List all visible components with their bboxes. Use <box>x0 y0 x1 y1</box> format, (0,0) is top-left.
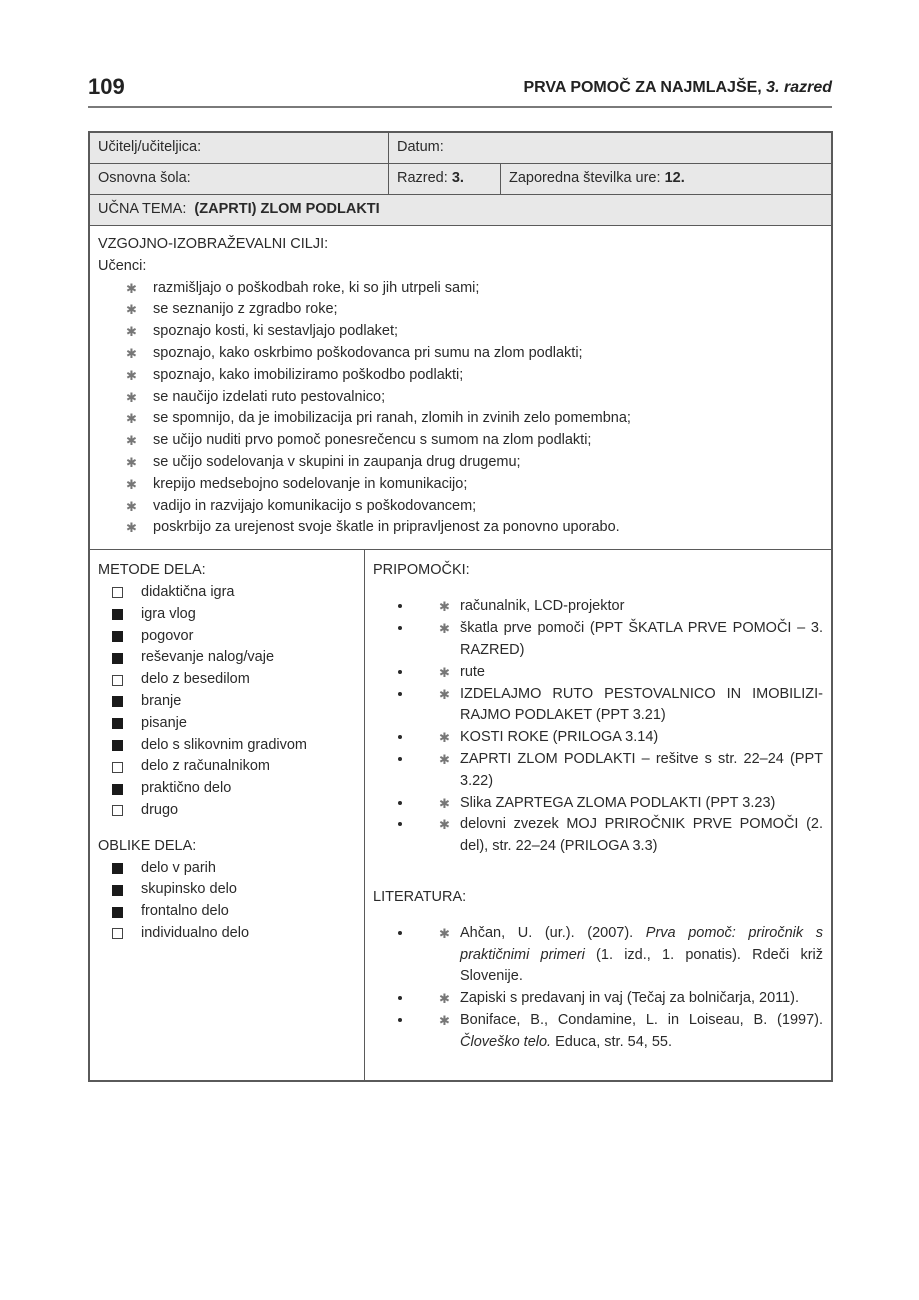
literature-item: • ✱ Boniface, B., Condamine, L. in Loiseau, B. (1997). Človeško telo. Educa, str. 54, 55. <box>413 1010 823 1054</box>
checklist-item <box>98 778 356 800</box>
goals-heading: VZGOJNO-IZOBRAŽEVALNI CILJI: <box>98 236 329 252</box>
unchecked-box-icon <box>112 928 123 939</box>
topic-value: (ZAPRTI) ZLOM PODLAKTI <box>194 201 380 217</box>
asterisk-bullet-icon: • ✱ <box>439 991 450 1007</box>
teacher-field: Učitelj/učiteljica: <box>90 133 388 163</box>
goal-item: ✱ se učijo nuditi prvo pomoč ponesrečencu s sumom na zlom podlakti; <box>98 430 631 452</box>
literature-item: • ✱ Zapiski s predavanj in vaj (Tečaj za bolničarja, 2011). <box>413 988 823 1010</box>
checked-box-icon <box>112 885 123 896</box>
literature-list <box>373 923 823 1054</box>
checklist-item-label: delo s slikovnim gradivom <box>141 736 308 753</box>
asterisk-bullet-icon: ✱ <box>126 324 137 340</box>
goal-item: ✱ vadijo in razvijajo komunikacijo s poškodovancem; <box>98 496 631 518</box>
checklist-item <box>98 858 356 880</box>
grade-value: 3. <box>451 170 464 186</box>
grade-field <box>388 164 500 194</box>
aids-heading: PRIPOMOČKI: <box>373 562 470 579</box>
checked-box-icon <box>112 653 123 664</box>
asterisk-bullet-icon: • ✱ <box>439 664 450 680</box>
methods-column <box>90 550 365 1080</box>
lesson-number-label: Zaporedna številka ure: <box>509 170 665 186</box>
literature-item: • ✱ Ahčan, U. (ur.). (2007). Prva pomoč: priročnik s praktičnimi primeri (1. izd., 1. ponatis). Rdeči križ Slovenije. <box>413 923 823 988</box>
running-title <box>523 79 832 97</box>
checked-box-icon <box>112 631 123 642</box>
checklist-item-label: igra vlog <box>141 605 196 622</box>
topic-row <box>90 195 831 226</box>
checklist-item <box>98 669 356 691</box>
asterisk-bullet-icon: ✱ <box>126 302 137 318</box>
asterisk-bullet-icon: • ✱ <box>439 599 450 615</box>
checklist-item-label: reševanje nalog/vaje <box>141 649 275 666</box>
aid-item: • ✱ rute <box>413 662 823 684</box>
lesson-number-field <box>500 164 831 194</box>
checklist-item <box>98 923 356 945</box>
school-grade-row <box>90 164 831 195</box>
methods-list <box>98 582 356 822</box>
asterisk-bullet-icon: ✱ <box>126 367 137 383</box>
running-title-main: PRVA POMOČ ZA NAJMLAJŠE, <box>523 79 762 96</box>
checklist-item <box>98 800 356 822</box>
checklist-item-label: praktično delo <box>141 780 232 797</box>
checklist-item-label: drugo <box>141 801 179 818</box>
asterisk-bullet-icon: • ✱ <box>439 686 450 702</box>
asterisk-bullet-icon: ✱ <box>126 345 137 361</box>
aid-item: • ✱ škatla prve pomoči (PPT ŠKATLA PRVE POMOČI – 3. RAZRED) <box>413 618 823 662</box>
aids-list <box>373 596 823 858</box>
checklist-item <box>98 626 356 648</box>
unchecked-box-icon <box>112 587 123 598</box>
asterisk-bullet-icon: ✱ <box>126 411 137 427</box>
aid-item: • ✱ ZAPRTI ZLOM PODLAKTI – rešitve s str. 22–24 (PPT 3.22) <box>413 749 823 793</box>
asterisk-bullet-icon: ✱ <box>126 433 137 449</box>
grade-label: Razred: <box>397 170 452 186</box>
asterisk-bullet-icon: ✱ <box>126 280 137 296</box>
asterisk-bullet-icon: ✱ <box>126 498 137 514</box>
lesson-plan-form <box>88 131 833 1082</box>
checked-box-icon <box>112 609 123 620</box>
checklist-item <box>98 735 356 757</box>
goals-list <box>98 278 631 540</box>
checklist-item <box>98 604 356 626</box>
lesson-number-value: 12. <box>664 170 685 186</box>
methods-aids-row <box>90 550 831 1080</box>
checklist-item <box>98 647 356 669</box>
date-field: Datum: <box>388 133 831 163</box>
asterisk-bullet-icon: • ✱ <box>439 795 450 811</box>
checklist-item <box>98 713 356 735</box>
goal-item: ✱ spoznajo kosti, ki sestavljajo podlaket; <box>98 321 631 343</box>
asterisk-bullet-icon: • ✱ <box>439 817 450 833</box>
checked-box-icon <box>112 696 123 707</box>
checklist-item-label: didaktična igra <box>141 583 235 600</box>
checked-box-icon <box>112 718 123 729</box>
checklist-item <box>98 582 356 604</box>
asterisk-bullet-icon: • ✱ <box>439 730 450 746</box>
page-header <box>88 74 832 108</box>
asterisk-bullet-icon: • ✱ <box>439 925 450 941</box>
aid-item: • ✱ računalnik, LCD-projektor <box>413 596 823 618</box>
checklist-item-label: skupinsko delo <box>141 881 237 898</box>
checked-box-icon <box>112 784 123 795</box>
checklist-item-label: individualno delo <box>141 924 250 941</box>
goal-item: ✱ spoznajo, kako oskrbimo poškodovanca pri sumu na zlom podlakti; <box>98 343 631 365</box>
asterisk-bullet-icon: ✱ <box>126 476 137 492</box>
unchecked-box-icon <box>112 762 123 773</box>
running-title-grade: 3. razred <box>761 79 832 96</box>
goal-item: ✱ razmišljajo o poškodbah roke, ki so jih utrpeli sami; <box>98 278 631 300</box>
teacher-date-row <box>90 133 831 164</box>
asterisk-bullet-icon: ✱ <box>126 454 137 470</box>
goal-item: ✱ poskrbijo za urejenost svoje škatle in pripravljenost za ponovno uporabo. <box>98 517 631 539</box>
checklist-item-label: pisanje <box>141 714 187 731</box>
school-field: Osnovna šola: <box>90 164 388 194</box>
goal-item: ✱ spoznajo, kako imobiliziramo poškodbo podlakti; <box>98 365 631 387</box>
checklist-item-label: delo v parih <box>141 859 216 876</box>
checked-box-icon <box>112 863 123 874</box>
checklist-item-label: delo z računalnikom <box>141 758 270 775</box>
checklist-item <box>98 756 356 778</box>
topic-field <box>90 195 831 225</box>
page-number: 109 <box>88 74 125 99</box>
aids-column <box>365 550 831 1080</box>
goal-item: ✱ se naučijo izdelati ruto pestovalnico; <box>98 387 631 409</box>
asterisk-bullet-icon: ✱ <box>126 389 137 405</box>
asterisk-bullet-icon: • ✱ <box>439 1013 450 1028</box>
asterisk-bullet-icon: • ✱ <box>439 752 450 768</box>
unchecked-box-icon <box>112 805 123 816</box>
checklist-item-label: pogovor <box>141 627 194 644</box>
asterisk-bullet-icon: • ✱ <box>439 621 450 637</box>
checklist-item <box>98 691 356 713</box>
goal-item: ✱ se spomnijo, da je imobilizacija pri ranah, zlomih in zvinih zelo pomembna; <box>98 408 631 430</box>
forms-list <box>98 858 356 945</box>
aid-item: • ✱ Slika ZAPRTEGA ZLOMA PODLAKTI (PPT 3.23) <box>413 793 823 815</box>
goals-row <box>90 226 831 550</box>
goals-section <box>90 226 639 549</box>
checked-box-icon <box>112 907 123 918</box>
forms-heading: OBLIKE DELA: <box>98 837 197 854</box>
topic-label: UČNA TEMA: <box>98 201 195 217</box>
checked-box-icon <box>112 740 123 751</box>
checklist-item-label: frontalno delo <box>141 903 229 920</box>
checklist-item-label: branje <box>141 692 182 709</box>
goals-subheading: Učenci: <box>98 257 147 274</box>
literature-heading: LITERATURA: <box>373 888 467 905</box>
goal-item: ✱ se seznanijo z zgradbo roke; <box>98 299 631 321</box>
unchecked-box-icon <box>112 675 123 686</box>
aid-item: • ✱ KOSTI ROKE (PRILOGA 3.14) <box>413 727 823 749</box>
checklist-item-label: delo z besedilom <box>141 671 250 688</box>
goal-item: ✱ se učijo sodelovanja v skupini in zaupanja drug drugemu; <box>98 452 631 474</box>
asterisk-bullet-icon: ✱ <box>126 520 137 536</box>
aid-item: • ✱ delovni zvezek MOJ PRIROČNIK PRVE POMOČI (2. del), str. 22–24 (PRILOGA 3.3) <box>413 814 823 858</box>
checklist-item <box>98 879 356 901</box>
goal-item: ✱ krepijo medsebojno sodelovanje in komunikacijo; <box>98 474 631 496</box>
aid-item: • ✱ IZDELAJMO RUTO PESTOVALNICO IN IMOBILIZI-RAJMO PODLAKET (PPT 3.21) <box>413 684 823 728</box>
checklist-item <box>98 901 356 923</box>
methods-heading: METODE DELA: <box>98 562 206 579</box>
